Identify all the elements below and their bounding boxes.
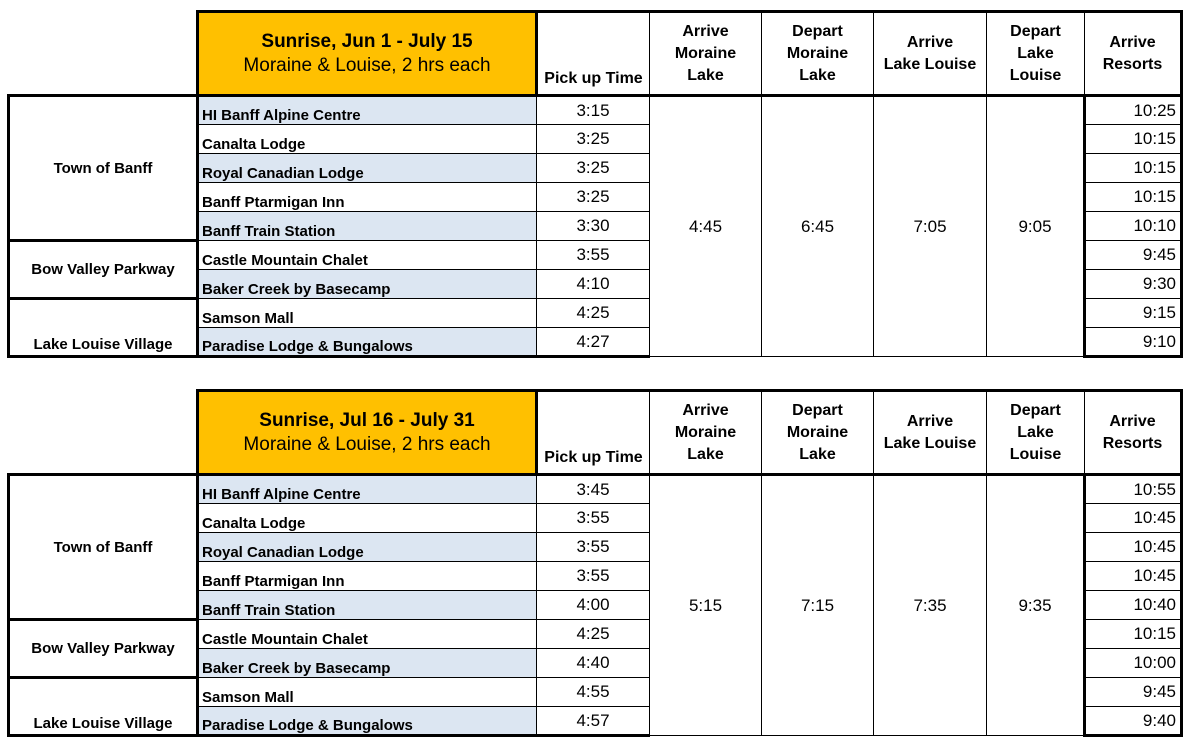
pickup-time: 3:55: [537, 504, 650, 533]
arrive-moraine-time: 5:15: [650, 475, 762, 736]
pickup-time: 3:55: [537, 562, 650, 591]
location-cell: Banff Train Station: [198, 212, 537, 241]
location-cell: Canalta Lodge: [198, 504, 537, 533]
pickup-time: 4:27: [537, 328, 650, 357]
arrive-moraine-time: 4:45: [650, 96, 762, 357]
arrive-resorts-time: 9:10: [1085, 328, 1182, 357]
depart-moraine-time: 6:45: [762, 96, 874, 357]
arrive-resorts-time: 9:15: [1085, 299, 1182, 328]
area-town-of-banff: Town of Banff: [9, 96, 198, 241]
location-cell: Castle Mountain Chalet: [198, 241, 537, 270]
schedule-title: Sunrise, Jun 1 - July 15: [261, 30, 473, 52]
schedule-title-cell: [198, 12, 537, 96]
pickup-time: 4:55: [537, 678, 650, 707]
schedule-title: Sunrise, Jul 16 - July 31: [259, 409, 475, 431]
header-depart-louise: Depart Lake Louise: [987, 391, 1085, 475]
arrive-resorts-time: 10:00: [1085, 649, 1182, 678]
header-row: [9, 391, 1182, 475]
header-row: [9, 12, 1182, 96]
pickup-time: 4:57: [537, 707, 650, 736]
arrive-resorts-time: 10:45: [1085, 533, 1182, 562]
area-bow-valley-parkway: Bow Valley Parkway: [9, 241, 198, 299]
table-row: [9, 475, 1182, 504]
depart-louise-time: 9:35: [987, 475, 1085, 736]
header-arrive-moraine: Arrive Moraine Lake: [650, 391, 762, 475]
location-cell: Baker Creek by Basecamp: [198, 649, 537, 678]
area-lake-louise-village: Lake Louise Village: [9, 299, 198, 357]
location-cell: Paradise Lodge & Bungalows: [198, 328, 537, 357]
arrive-resorts-time: 10:15: [1085, 183, 1182, 212]
area-town-of-banff: Town of Banff: [9, 475, 198, 620]
schedule-subtitle: Moraine & Louise, 2 hrs each: [243, 433, 491, 455]
arrive-louise-time: 7:05: [874, 96, 987, 357]
pickup-time: 4:00: [537, 591, 650, 620]
location-cell: HI Banff Alpine Centre: [198, 96, 537, 125]
pickup-time: 3:30: [537, 212, 650, 241]
pickup-time: 4:10: [537, 270, 650, 299]
arrive-resorts-time: 9:30: [1085, 270, 1182, 299]
location-cell: Samson Mall: [198, 299, 537, 328]
arrive-resorts-time: 10:15: [1085, 125, 1182, 154]
pickup-time: 4:25: [537, 620, 650, 649]
location-cell: Banff Ptarmigan Inn: [198, 183, 537, 212]
location-cell: Castle Mountain Chalet: [198, 620, 537, 649]
header-arrive-moraine: Arrive Moraine Lake: [650, 12, 762, 96]
arrive-resorts-time: 9:45: [1085, 678, 1182, 707]
arrive-resorts-time: 10:25: [1085, 96, 1182, 125]
location-cell: Paradise Lodge & Bungalows: [198, 707, 537, 736]
location-cell: Banff Train Station: [198, 591, 537, 620]
pickup-time: 4:25: [537, 299, 650, 328]
pickup-time: 3:25: [537, 154, 650, 183]
location-cell: Royal Canadian Lodge: [198, 154, 537, 183]
location-cell: Samson Mall: [198, 678, 537, 707]
arrive-resorts-time: 10:45: [1085, 562, 1182, 591]
header-arrive-louise: Arrive Lake Louise: [874, 391, 987, 475]
arrive-resorts-time: 9:45: [1085, 241, 1182, 270]
arrive-resorts-time: 10:40: [1085, 591, 1182, 620]
header-depart-moraine: Depart Moraine Lake: [762, 391, 874, 475]
schedule-table-2: [7, 389, 1183, 737]
header-arrive-louise: Arrive Lake Louise: [874, 12, 987, 96]
location-cell: HI Banff Alpine Centre: [198, 475, 537, 504]
depart-moraine-time: 7:15: [762, 475, 874, 736]
arrive-resorts-time: 10:45: [1085, 504, 1182, 533]
arrive-resorts-time: 10:15: [1085, 620, 1182, 649]
area-lake-louise-village: Lake Louise Village: [9, 678, 198, 736]
header-depart-moraine: Depart Moraine Lake: [762, 12, 874, 96]
arrive-resorts-time: 9:40: [1085, 707, 1182, 736]
location-cell: Royal Canadian Lodge: [198, 533, 537, 562]
table-row: [9, 96, 1182, 125]
pickup-time: 4:40: [537, 649, 650, 678]
schedule-table-1: [7, 10, 1183, 358]
location-cell: Baker Creek by Basecamp: [198, 270, 537, 299]
header-depart-louise: Depart Lake Louise: [987, 12, 1085, 96]
arrive-resorts-time: 10:15: [1085, 154, 1182, 183]
location-cell: Canalta Lodge: [198, 125, 537, 154]
pickup-time: 3:15: [537, 96, 650, 125]
depart-louise-time: 9:05: [987, 96, 1085, 357]
pickup-time: 3:55: [537, 241, 650, 270]
arrive-resorts-time: 10:55: [1085, 475, 1182, 504]
pickup-time: 3:25: [537, 125, 650, 154]
pickup-time: 3:55: [537, 533, 650, 562]
arrive-louise-time: 7:35: [874, 475, 987, 736]
schedule-subtitle: Moraine & Louise, 2 hrs each: [243, 54, 491, 76]
header-arrive-resorts: Arrive Resorts: [1085, 391, 1182, 475]
header-pickup: Pick up Time: [537, 12, 650, 96]
location-cell: Banff Ptarmigan Inn: [198, 562, 537, 591]
pickup-time: 3:25: [537, 183, 650, 212]
header-pickup: Pick up Time: [537, 391, 650, 475]
pickup-time: 3:45: [537, 475, 650, 504]
arrive-resorts-time: 10:10: [1085, 212, 1182, 241]
schedule-title-cell: [198, 391, 537, 475]
area-bow-valley-parkway: Bow Valley Parkway: [9, 620, 198, 678]
header-arrive-resorts: Arrive Resorts: [1085, 12, 1182, 96]
